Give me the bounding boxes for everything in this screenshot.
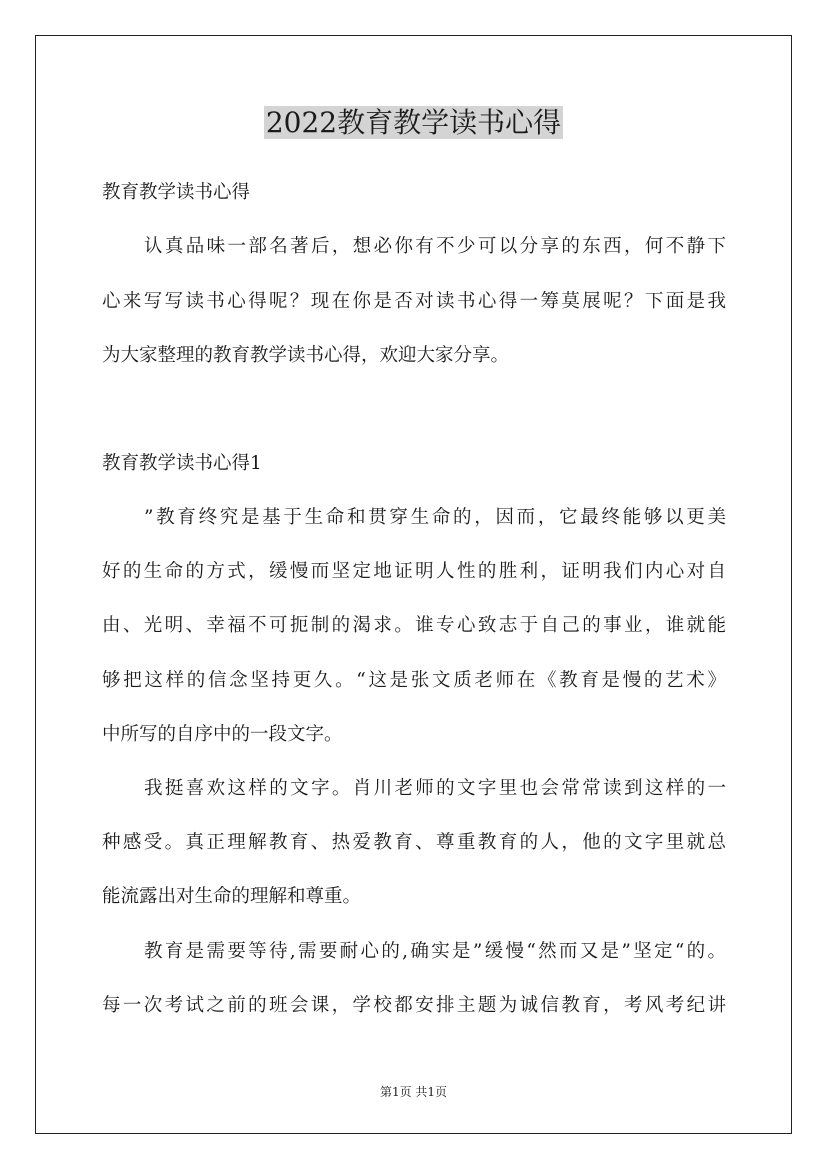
para2-line-2: 种感受。真正理解教育、热爱教育、尊重教育的人，他的文字里就总	[102, 832, 726, 853]
para1-line-3: 由、光明、幸福不可扼制的渴求。谁专心致志于自己的事业，谁就能	[102, 615, 726, 636]
para3-line-1: 教育是需要等待,需要耐心的,确实是”缓慢“然而又是”坚定“的。	[144, 941, 726, 962]
page-footer: 第1页 共1页	[379, 1085, 448, 1099]
para2-line-1: 我挺喜欢这样的文字。肖川老师的文字里也会常常读到这样的一	[144, 778, 726, 799]
para1-line-1: ”教育终究是基于生命和贯穿生命的，因而，它最终能够以更美	[144, 507, 726, 528]
para3-line-2: 每一次考试之前的班会课，学校都安排主题为诚信教育，考风考纪讲	[102, 995, 726, 1016]
para1-line-2: 好的生命的方式，缓慢而坚定地证明人性的胜利，证明我们内心对自	[102, 561, 726, 582]
intro-line-3: 为大家整理的教育教学读书心得，欢迎大家分享。	[102, 345, 510, 366]
para1-line-4: 够把这样的信念坚持更久。“这是张文质老师在《教育是慢的艺术》	[102, 670, 726, 691]
intro-line-1: 认真品味一部名著后，想必你有不少可以分享的东西，何不静下	[144, 236, 726, 257]
para1-line-5: 中所写的自序中的一段文字。	[102, 724, 343, 745]
subtitle: 教育教学读书心得	[102, 182, 251, 203]
title-text: 2022教育教学读书心得	[265, 106, 562, 139]
section-heading: 教育教学读书心得1	[102, 453, 262, 474]
para2-line-3: 能流露出对生命的理解和尊重。	[102, 886, 362, 907]
document-title	[0, 103, 827, 143]
intro-line-2: 心来写写读书心得呢？现在你是否对读书心得一筹莫展呢？下面是我	[102, 291, 726, 312]
